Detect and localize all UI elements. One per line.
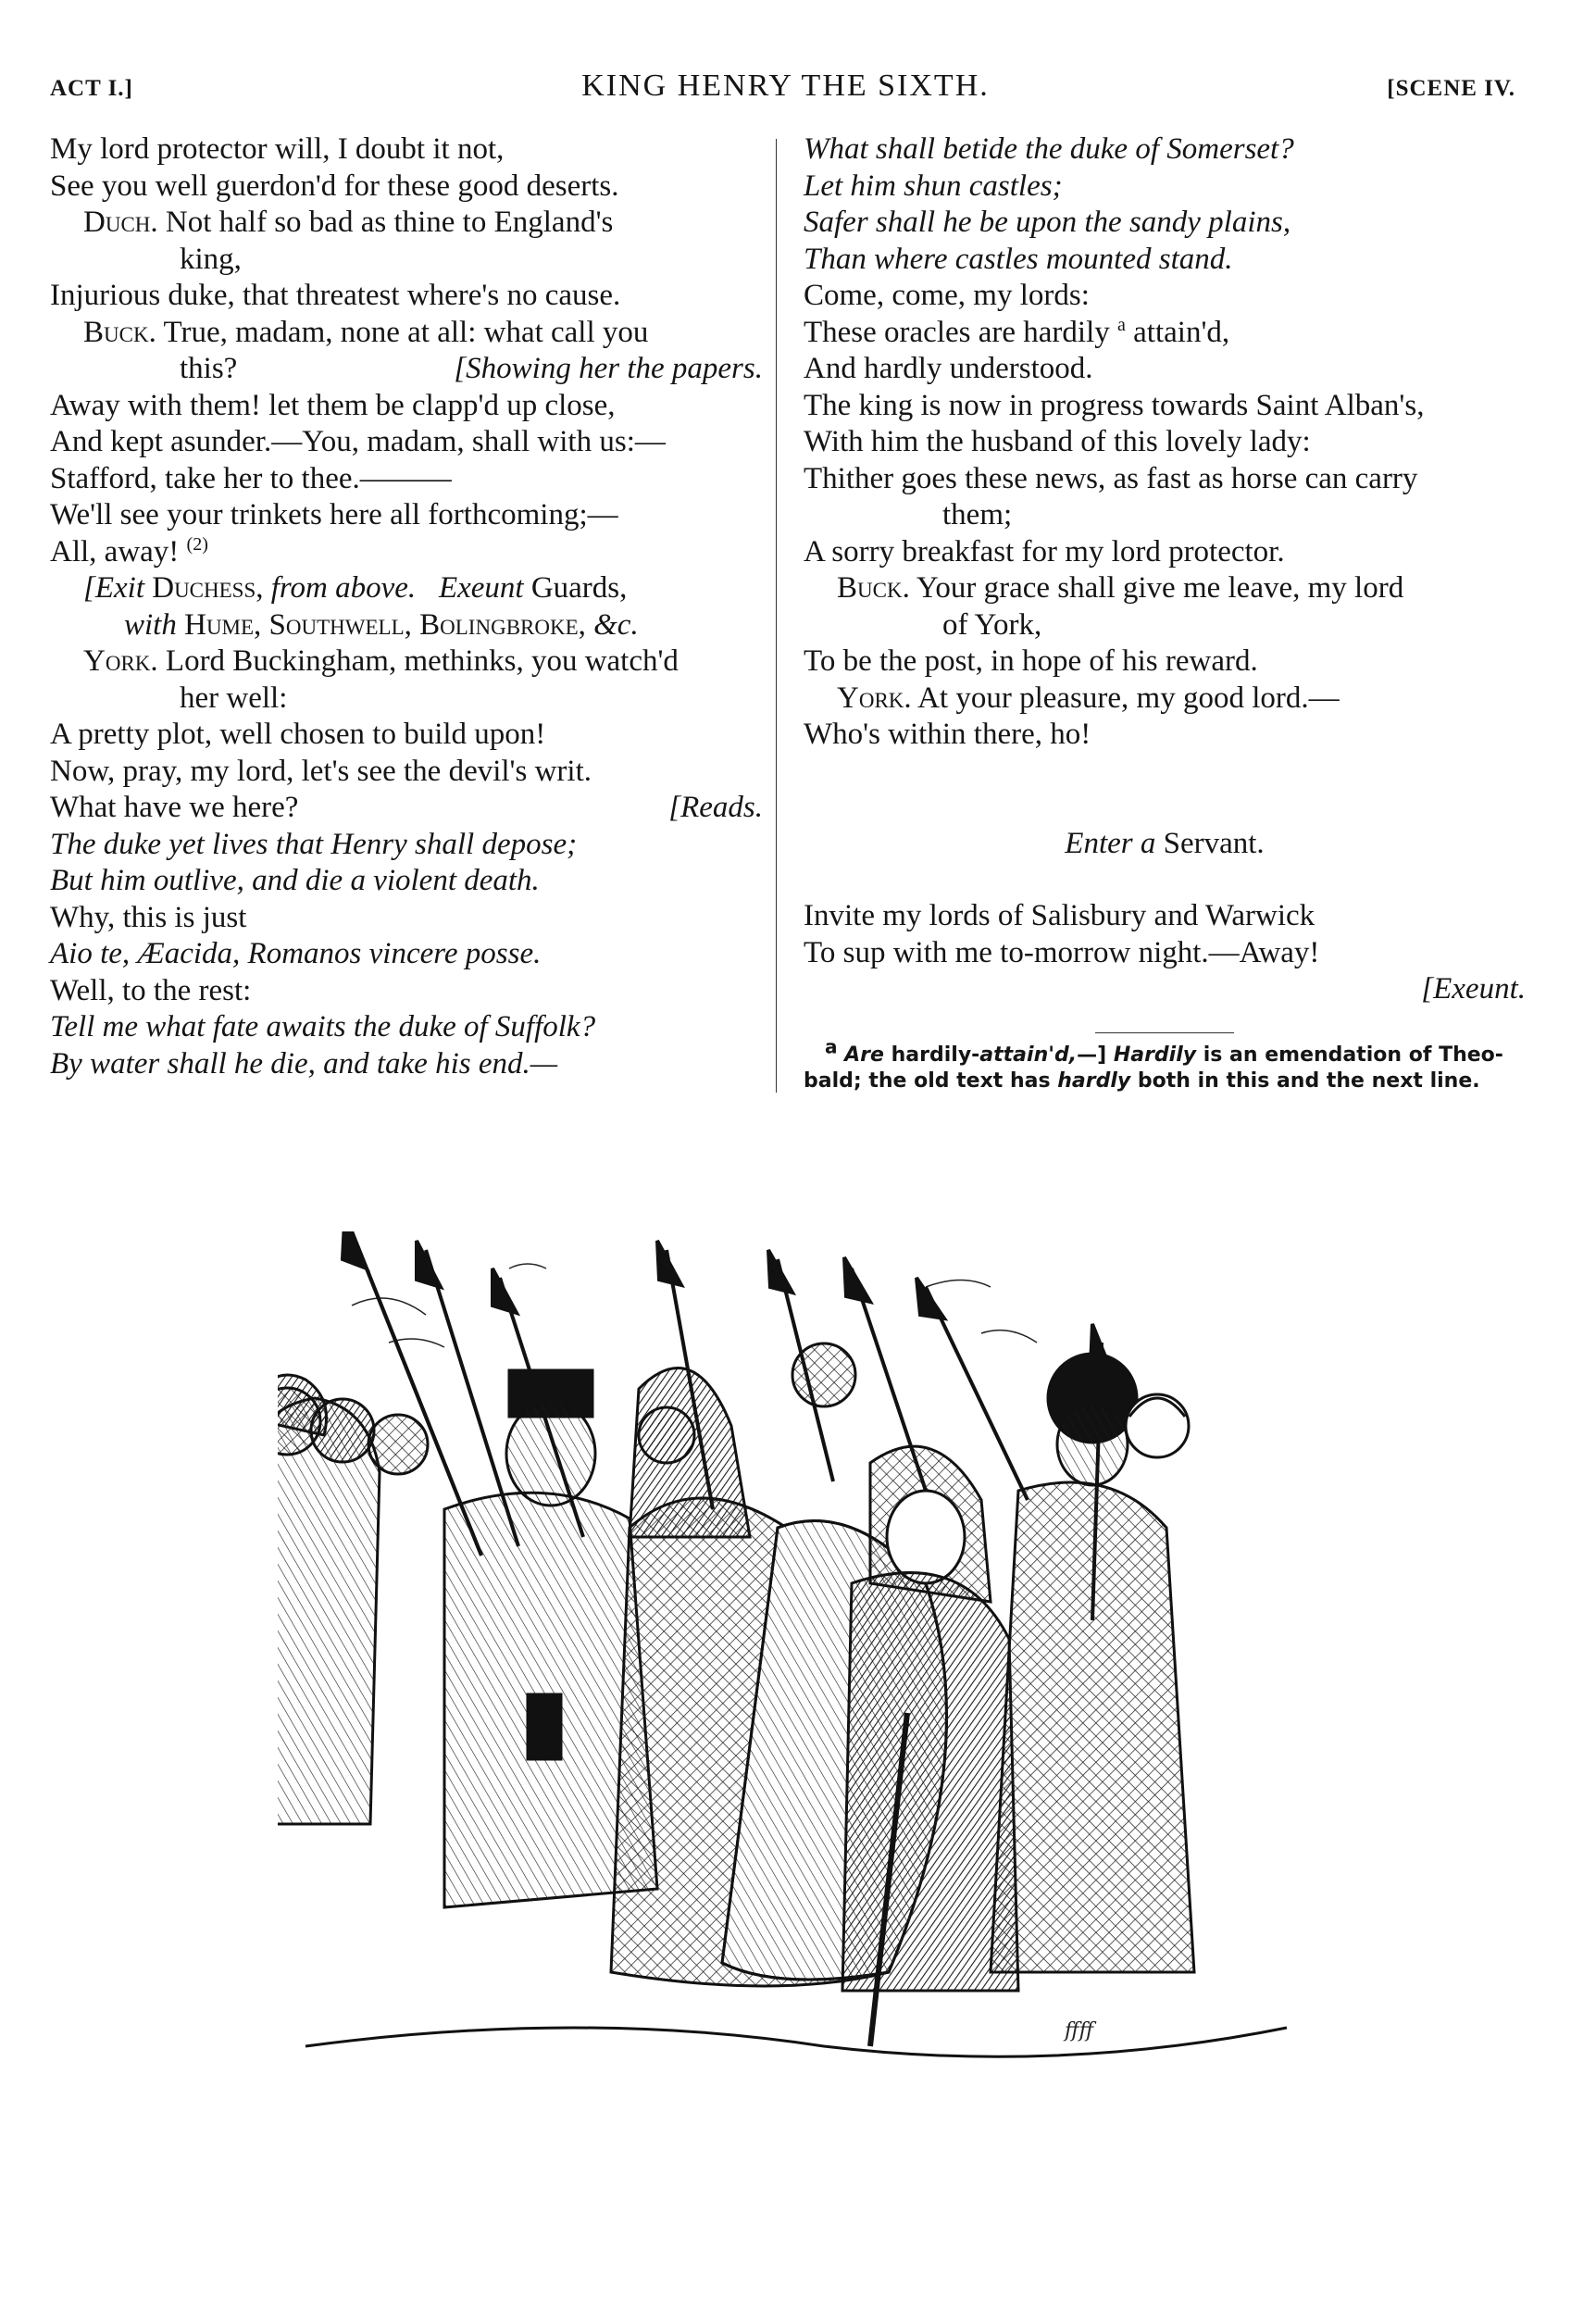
footnote-text: Are <box>844 1043 884 1067</box>
footnote-text: bald; the old text has <box>804 1068 1051 1093</box>
verse-line <box>50 351 763 388</box>
character-names: Hume, Southwell, Bolingbroke, <box>184 607 586 642</box>
verse-line <box>50 790 763 827</box>
footnote <box>804 1035 1526 1094</box>
latin-line: Aio te, Æacida, Romanos vincere posse. <box>50 937 542 970</box>
verse-line: Now, pray, my lord, let's see the devil's writ. <box>50 754 592 788</box>
verse-line: Thither goes these news, as fast as horse can carry <box>804 461 1418 495</box>
verse-line: The king is now in progress towards Saint Alban's, <box>804 388 1425 422</box>
speech-line <box>50 205 763 242</box>
stage-direction-line <box>50 570 763 607</box>
verse-line: To be the post, in hope of his reward. <box>804 644 1258 678</box>
footnote-text: —] <box>1077 1043 1107 1067</box>
verse-line: And kept asunder.—You, madam, shall with us:— <box>50 425 666 458</box>
verse-line: To sup with me to-morrow night.—Away! <box>804 935 1320 969</box>
speaker-name: Duch. <box>83 206 158 239</box>
footnote-text: hardly <box>1057 1068 1131 1093</box>
verse-line <box>50 534 763 571</box>
stage-direction: [Showing her the papers. <box>454 352 763 385</box>
prophecy-line: Tell me what fate awaits the duke of Suffolk? <box>50 1010 596 1043</box>
footnote-text: both in this and the next line. <box>1137 1068 1480 1093</box>
stage-direction: from above. <box>270 571 417 605</box>
verse-line: And hardly understood. <box>804 352 1093 385</box>
speech-line <box>50 643 763 681</box>
engraving-illustration <box>278 1231 1315 2083</box>
speech-text: True, madam, none at all: what call you <box>163 315 649 349</box>
verse-line: of York, <box>942 607 1042 642</box>
character-name: Servant. <box>1163 826 1265 860</box>
speaker-name: Buck. <box>83 315 156 349</box>
stage-direction-line <box>50 607 763 644</box>
speech-line <box>804 570 1526 607</box>
column-divider <box>776 139 777 1093</box>
stage-direction: [Reads. <box>668 791 763 824</box>
verse-line <box>804 315 1526 352</box>
prophecy-line: Than where castles mounted stand. <box>804 242 1233 276</box>
verse-line: We'll see your trinkets here all forthcoming;— <box>50 498 618 531</box>
speaker-name: York. <box>837 681 912 715</box>
speaker-name: York. <box>83 644 158 678</box>
prophecy-line: The duke yet lives that Henry shall depose; <box>50 827 578 861</box>
footnote-text: is an emendation of Theo- <box>1203 1043 1503 1067</box>
character-name: Guards, <box>530 571 628 605</box>
stage-direction: [Exeunt. <box>1421 972 1526 1006</box>
verse-text: this? <box>180 352 238 385</box>
footnote-text: Hardily <box>1113 1043 1197 1067</box>
footnote-mark: a <box>824 1035 838 1058</box>
verse-line: Who's within there, ho! <box>804 718 1091 751</box>
prophecy-line: But him outlive, and die a violent death. <box>50 864 540 897</box>
spacer <box>804 790 1526 826</box>
soldier-figures <box>278 1343 1287 2056</box>
running-head-scene: [SCENE IV. <box>1387 76 1515 101</box>
speaker-name: Buck. <box>837 571 910 605</box>
verse-text: attain'd, <box>1133 315 1230 349</box>
verse-line: A sorry breakfast for my lord protector. <box>804 534 1285 569</box>
prophecy-line: What shall betide the duke of Somerset? <box>804 132 1294 166</box>
stage-direction: Enter <box>1065 826 1133 860</box>
verse-line: A pretty plot, well chosen to build upon! <box>50 718 546 751</box>
prophecy-line: Safer shall he be upon the sandy plains, <box>804 206 1291 239</box>
footnote-rule <box>1095 1032 1234 1033</box>
character-name: Duchess, <box>152 571 264 605</box>
speech-line <box>804 681 1526 718</box>
speech-line <box>50 315 763 352</box>
speech-text: At your pleasure, my good lord.— <box>917 681 1340 715</box>
verse-line: them; <box>942 498 1013 531</box>
running-head-act: ACT I.] <box>50 76 133 101</box>
speech-text: Lord Buckingham, methinks, you watch'd <box>165 644 679 678</box>
verse-line: Away with them! let them be clapp'd up close, <box>50 388 616 422</box>
verse-line: Invite my lords of Salisbury and Warwick <box>804 899 1315 932</box>
spacer <box>804 754 1526 790</box>
verse-text: All, away! <box>50 534 180 569</box>
stage-direction: [Exit <box>83 571 144 605</box>
verse-line: Why, this is just <box>50 900 247 934</box>
speech-text: Your grace shall give me leave, my lord <box>916 571 1404 605</box>
stage-direction: a <box>1140 826 1156 860</box>
verse-line: See you well guerdon'd for these good deserts. <box>50 169 619 203</box>
note-reference: (2) <box>186 533 208 555</box>
verse-text: These oracles are hardily <box>804 315 1110 349</box>
speech-text: Not half so bad as thine to England's <box>165 206 614 239</box>
spacer <box>804 862 1526 898</box>
verse-line: My lord protector will, I doubt it not, <box>50 132 505 166</box>
verse-line: Stafford, take her to thee.——— <box>50 461 452 495</box>
verse-text: What have we here? <box>50 791 299 824</box>
prophecy-line: Let him shun castles; <box>804 169 1063 203</box>
verse-line: her well: <box>180 681 288 715</box>
verse-line: With him the husband of this lovely lady: <box>804 425 1311 458</box>
engraver-signature: ffff <box>1065 2019 1094 2043</box>
footnote-text: attain'd, <box>979 1043 1078 1067</box>
stage-direction: Exeunt <box>438 571 524 605</box>
verse-line: king, <box>180 242 242 276</box>
footnote-text: hardily- <box>891 1043 980 1067</box>
prophecy-line: By water shall he die, and take his end.— <box>50 1046 558 1081</box>
verse-line: Come, come, my lords: <box>804 279 1090 312</box>
stage-direction: with <box>124 607 177 642</box>
running-head-title: KING HENRY THE SIXTH. <box>581 69 990 103</box>
stage-direction-line <box>804 826 1526 863</box>
verse-line: Well, to the rest: <box>50 973 252 1007</box>
left-column <box>50 131 763 1082</box>
footnote-reference: a <box>1117 314 1126 335</box>
right-column <box>804 131 1526 1094</box>
stage-direction: &c. <box>593 607 639 642</box>
verse-line: Injurious duke, that threatest where's no cause. <box>50 279 621 312</box>
